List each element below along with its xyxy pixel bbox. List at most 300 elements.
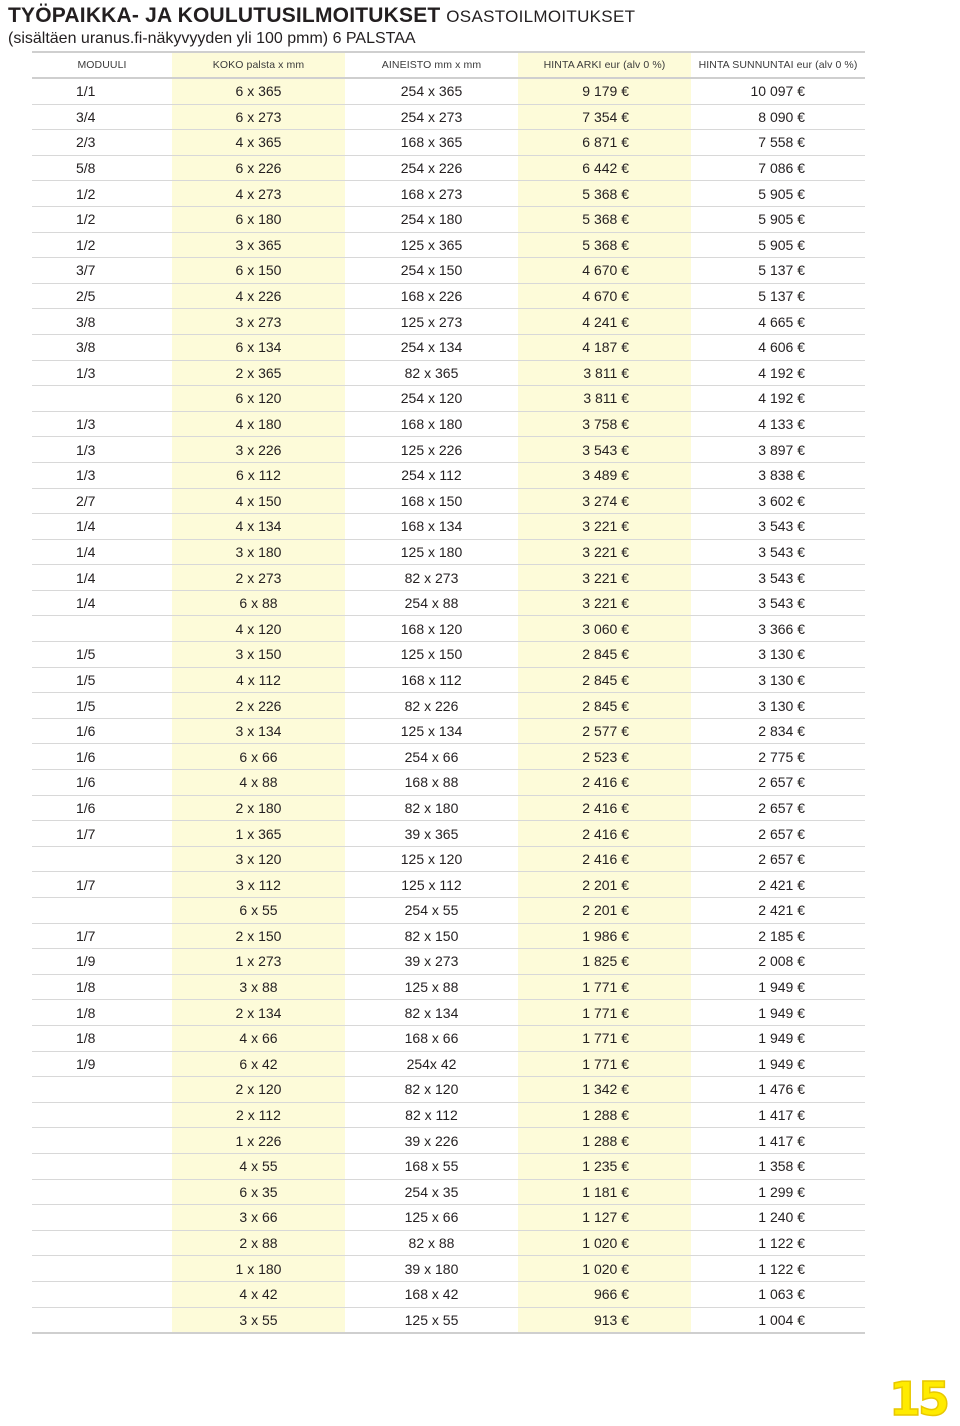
cell-hinta-sunnuntai: 1 122 € <box>691 1230 865 1256</box>
cell-koko: 3 x 150 <box>172 642 345 668</box>
cell-hinta-arki: 5 368 € <box>518 232 691 258</box>
column-header-aineisto: AINEISTO mm x mm <box>345 52 518 78</box>
cell-hinta-sunnuntai: 3 130 € <box>691 667 865 693</box>
table-row <box>32 514 865 540</box>
cell-moduuli <box>32 616 172 642</box>
cell-aineisto: 125 x 150 <box>345 642 518 668</box>
cell-hinta-arki: 1 288 € <box>518 1128 691 1154</box>
cell-moduuli: 1/3 <box>32 411 172 437</box>
cell-hinta-arki: 913 € <box>518 1307 691 1333</box>
cell-aineisto: 168 x 150 <box>345 488 518 514</box>
cell-koko: 6 x 88 <box>172 590 345 616</box>
cell-hinta-arki: 5 368 € <box>518 206 691 232</box>
cell-moduuli: 3/7 <box>32 258 172 284</box>
cell-hinta-arki: 3 274 € <box>518 488 691 514</box>
cell-hinta-arki: 3 221 € <box>518 514 691 540</box>
cell-koko: 6 x 226 <box>172 155 345 181</box>
cell-aineisto: 254 x 273 <box>345 104 518 130</box>
cell-koko: 6 x 134 <box>172 334 345 360</box>
table-row <box>32 232 865 258</box>
cell-koko: 4 x 365 <box>172 130 345 156</box>
cell-aineisto: 125 x 273 <box>345 309 518 335</box>
cell-koko: 1 x 226 <box>172 1128 345 1154</box>
cell-hinta-arki: 2 577 € <box>518 718 691 744</box>
cell-hinta-sunnuntai: 5 905 € <box>691 206 865 232</box>
cell-koko: 2 x 226 <box>172 693 345 719</box>
cell-moduuli: 2/7 <box>32 488 172 514</box>
cell-koko: 6 x 42 <box>172 1051 345 1077</box>
cell-hinta-arki: 6 442 € <box>518 155 691 181</box>
cell-hinta-arki: 1 235 € <box>518 1153 691 1179</box>
cell-hinta-sunnuntai: 3 543 € <box>691 539 865 565</box>
table-row <box>32 1051 865 1077</box>
cell-aineisto: 168 x 112 <box>345 667 518 693</box>
table-row <box>32 360 865 386</box>
cell-moduuli: 1/4 <box>32 514 172 540</box>
price-table <box>32 51 865 1334</box>
cell-aineisto: 82 x 273 <box>345 565 518 591</box>
cell-hinta-sunnuntai: 2 185 € <box>691 923 865 949</box>
table-row <box>32 693 865 719</box>
cell-hinta-arki: 4 670 € <box>518 258 691 284</box>
cell-hinta-sunnuntai: 1 949 € <box>691 1025 865 1051</box>
cell-koko: 4 x 180 <box>172 411 345 437</box>
cell-koko: 4 x 55 <box>172 1153 345 1179</box>
table-row <box>32 846 865 872</box>
cell-moduuli: 1/4 <box>32 539 172 565</box>
cell-koko: 3 x 112 <box>172 872 345 898</box>
table-row <box>32 898 865 924</box>
cell-aineisto: 254 x 55 <box>345 898 518 924</box>
cell-hinta-sunnuntai: 5 137 € <box>691 283 865 309</box>
cell-hinta-sunnuntai: 3 543 € <box>691 514 865 540</box>
cell-aineisto: 125 x 134 <box>345 718 518 744</box>
cell-aineisto: 168 x 55 <box>345 1153 518 1179</box>
cell-hinta-sunnuntai: 1 949 € <box>691 1051 865 1077</box>
cell-aineisto: 125 x 88 <box>345 974 518 1000</box>
cell-hinta-arki: 4 241 € <box>518 309 691 335</box>
table-row <box>32 437 865 463</box>
cell-koko: 6 x 35 <box>172 1179 345 1205</box>
cell-hinta-arki: 3 060 € <box>518 616 691 642</box>
cell-hinta-arki: 2 416 € <box>518 770 691 796</box>
cell-koko: 2 x 180 <box>172 795 345 821</box>
cell-koko: 1 x 180 <box>172 1256 345 1282</box>
table-row <box>32 181 865 207</box>
cell-moduuli: 1/4 <box>32 590 172 616</box>
cell-hinta-sunnuntai: 2 657 € <box>691 795 865 821</box>
table-row <box>32 949 865 975</box>
cell-hinta-arki: 1 342 € <box>518 1077 691 1103</box>
cell-aineisto: 168 x 66 <box>345 1025 518 1051</box>
cell-aineisto: 82 x 112 <box>345 1102 518 1128</box>
column-header-koko: KOKO palsta x mm <box>172 52 345 78</box>
cell-koko: 3 x 120 <box>172 846 345 872</box>
cell-hinta-sunnuntai: 2 421 € <box>691 898 865 924</box>
cell-aineisto: 168 x 180 <box>345 411 518 437</box>
cell-hinta-sunnuntai: 3 366 € <box>691 616 865 642</box>
cell-koko: 4 x 120 <box>172 616 345 642</box>
cell-hinta-sunnuntai: 1 949 € <box>691 1000 865 1026</box>
cell-aineisto: 82 x 150 <box>345 923 518 949</box>
page-title-suffix: OSASTOILMOITUKSET <box>446 7 636 26</box>
cell-hinta-arki: 1 771 € <box>518 974 691 1000</box>
cell-hinta-arki: 5 368 € <box>518 181 691 207</box>
page-title: TYÖPAIKKA- JA KOULUTUSILMOITUKSET <box>8 4 441 27</box>
cell-moduuli <box>32 1205 172 1231</box>
cell-hinta-sunnuntai: 2 775 € <box>691 744 865 770</box>
cell-hinta-sunnuntai: 4 606 € <box>691 334 865 360</box>
cell-koko: 4 x 42 <box>172 1281 345 1307</box>
cell-aineisto: 82 x 365 <box>345 360 518 386</box>
cell-moduuli <box>32 1128 172 1154</box>
cell-koko: 4 x 66 <box>172 1025 345 1051</box>
cell-moduuli: 1/6 <box>32 795 172 821</box>
cell-hinta-sunnuntai: 1 417 € <box>691 1102 865 1128</box>
cell-moduuli: 1/7 <box>32 872 172 898</box>
cell-hinta-arki: 3 221 € <box>518 539 691 565</box>
cell-koko: 4 x 226 <box>172 283 345 309</box>
cell-hinta-arki: 3 489 € <box>518 462 691 488</box>
cell-hinta-arki: 1 181 € <box>518 1179 691 1205</box>
cell-hinta-arki: 1 825 € <box>518 949 691 975</box>
price-table-header <box>32 52 865 78</box>
table-row <box>32 309 865 335</box>
cell-aineisto: 125 x 180 <box>345 539 518 565</box>
cell-aineisto: 168 x 226 <box>345 283 518 309</box>
table-row <box>32 1025 865 1051</box>
cell-hinta-arki: 2 523 € <box>518 744 691 770</box>
cell-hinta-sunnuntai: 4 665 € <box>691 309 865 335</box>
cell-hinta-arki: 2 845 € <box>518 667 691 693</box>
cell-koko: 4 x 150 <box>172 488 345 514</box>
cell-hinta-sunnuntai: 4 133 € <box>691 411 865 437</box>
cell-aineisto: 168 x 134 <box>345 514 518 540</box>
page-number: 15 <box>888 1372 947 1426</box>
cell-hinta-sunnuntai: 1 240 € <box>691 1205 865 1231</box>
cell-hinta-sunnuntai: 3 838 € <box>691 462 865 488</box>
cell-moduuli: 3/8 <box>32 309 172 335</box>
cell-moduuli: 1/8 <box>32 1025 172 1051</box>
table-row <box>32 1179 865 1205</box>
column-header-hinta-arki: HINTA ARKI eur (alv 0 %) <box>518 52 691 78</box>
cell-aineisto: 168 x 88 <box>345 770 518 796</box>
table-row <box>32 488 865 514</box>
table-row <box>32 1281 865 1307</box>
cell-koko: 6 x 150 <box>172 258 345 284</box>
table-row <box>32 872 865 898</box>
table-row <box>32 590 865 616</box>
cell-koko: 1 x 273 <box>172 949 345 975</box>
cell-koko: 3 x 180 <box>172 539 345 565</box>
cell-hinta-sunnuntai: 3 543 € <box>691 590 865 616</box>
table-row <box>32 1153 865 1179</box>
cell-koko: 3 x 66 <box>172 1205 345 1231</box>
cell-hinta-sunnuntai: 3 130 € <box>691 693 865 719</box>
cell-moduuli: 1/3 <box>32 437 172 463</box>
cell-aineisto: 254 x 365 <box>345 78 518 104</box>
cell-koko: 6 x 180 <box>172 206 345 232</box>
cell-hinta-sunnuntai: 2 657 € <box>691 846 865 872</box>
table-row <box>32 78 865 104</box>
cell-hinta-arki: 7 354 € <box>518 104 691 130</box>
cell-hinta-arki: 4 187 € <box>518 334 691 360</box>
column-header-hinta-sunnuntai: HINTA SUNNUNTAI eur (alv 0 %) <box>691 52 865 78</box>
cell-aineisto: 254 x 66 <box>345 744 518 770</box>
cell-koko: 6 x 66 <box>172 744 345 770</box>
cell-koko: 6 x 120 <box>172 386 345 412</box>
cell-moduuli: 1/6 <box>32 718 172 744</box>
table-row <box>32 923 865 949</box>
cell-moduuli: 1/3 <box>32 360 172 386</box>
cell-koko: 6 x 273 <box>172 104 345 130</box>
cell-hinta-sunnuntai: 1 476 € <box>691 1077 865 1103</box>
cell-koko: 2 x 134 <box>172 1000 345 1026</box>
cell-hinta-sunnuntai: 1 949 € <box>691 974 865 1000</box>
cell-aineisto: 82 x 226 <box>345 693 518 719</box>
cell-koko: 2 x 273 <box>172 565 345 591</box>
table-row <box>32 386 865 412</box>
cell-aineisto: 254x 42 <box>345 1051 518 1077</box>
cell-koko: 1 x 365 <box>172 821 345 847</box>
table-row <box>32 283 865 309</box>
table-row <box>32 744 865 770</box>
cell-koko: 2 x 88 <box>172 1230 345 1256</box>
cell-moduuli: 1/7 <box>32 923 172 949</box>
table-row <box>32 104 865 130</box>
cell-koko: 3 x 88 <box>172 974 345 1000</box>
cell-moduuli: 1/1 <box>32 78 172 104</box>
page-header <box>8 4 948 49</box>
cell-hinta-arki: 3 758 € <box>518 411 691 437</box>
cell-aineisto: 254 x 150 <box>345 258 518 284</box>
cell-hinta-arki: 3 221 € <box>518 590 691 616</box>
page-title-line <box>8 4 948 29</box>
table-row <box>32 1230 865 1256</box>
cell-koko: 2 x 365 <box>172 360 345 386</box>
cell-hinta-sunnuntai: 1 299 € <box>691 1179 865 1205</box>
cell-moduuli <box>32 898 172 924</box>
cell-moduuli <box>32 846 172 872</box>
cell-moduuli: 1/8 <box>32 1000 172 1026</box>
price-table-body <box>32 78 865 1333</box>
table-row <box>32 1077 865 1103</box>
cell-moduuli: 1/9 <box>32 949 172 975</box>
cell-aineisto: 125 x 66 <box>345 1205 518 1231</box>
cell-aineisto: 82 x 134 <box>345 1000 518 1026</box>
table-row <box>32 770 865 796</box>
cell-hinta-arki: 2 416 € <box>518 821 691 847</box>
cell-moduuli <box>32 1102 172 1128</box>
cell-hinta-sunnuntai: 2 834 € <box>691 718 865 744</box>
cell-aineisto: 39 x 226 <box>345 1128 518 1154</box>
cell-koko: 3 x 273 <box>172 309 345 335</box>
cell-hinta-arki: 1 020 € <box>518 1230 691 1256</box>
cell-hinta-arki: 2 201 € <box>518 872 691 898</box>
cell-aineisto: 125 x 55 <box>345 1307 518 1333</box>
cell-aineisto: 168 x 365 <box>345 130 518 156</box>
cell-moduuli: 2/3 <box>32 130 172 156</box>
cell-hinta-arki: 1 771 € <box>518 1051 691 1077</box>
cell-koko: 6 x 365 <box>172 78 345 104</box>
cell-moduuli: 1/5 <box>32 667 172 693</box>
cell-aineisto: 39 x 365 <box>345 821 518 847</box>
cell-koko: 3 x 55 <box>172 1307 345 1333</box>
cell-koko: 6 x 112 <box>172 462 345 488</box>
cell-moduuli: 1/7 <box>32 821 172 847</box>
cell-aineisto: 39 x 273 <box>345 949 518 975</box>
table-row <box>32 795 865 821</box>
cell-hinta-sunnuntai: 2 008 € <box>691 949 865 975</box>
cell-moduuli: 1/2 <box>32 181 172 207</box>
cell-hinta-sunnuntai: 5 905 € <box>691 232 865 258</box>
cell-hinta-arki: 1 288 € <box>518 1102 691 1128</box>
cell-aineisto: 254 x 35 <box>345 1179 518 1205</box>
table-row <box>32 539 865 565</box>
table-row <box>32 616 865 642</box>
cell-hinta-sunnuntai: 5 137 € <box>691 258 865 284</box>
table-row <box>32 258 865 284</box>
table-row <box>32 1205 865 1231</box>
cell-hinta-arki: 966 € <box>518 1281 691 1307</box>
cell-moduuli <box>32 1153 172 1179</box>
cell-moduuli: 1/6 <box>32 744 172 770</box>
cell-moduuli: 3/4 <box>32 104 172 130</box>
cell-moduuli <box>32 386 172 412</box>
table-row <box>32 667 865 693</box>
cell-moduuli: 1/2 <box>32 206 172 232</box>
cell-hinta-sunnuntai: 1 004 € <box>691 1307 865 1333</box>
cell-hinta-arki: 9 179 € <box>518 78 691 104</box>
cell-aineisto: 82 x 180 <box>345 795 518 821</box>
column-header-moduuli: MODUULI <box>32 52 172 78</box>
cell-aineisto: 39 x 180 <box>345 1256 518 1282</box>
cell-koko: 3 x 226 <box>172 437 345 463</box>
cell-hinta-arki: 6 871 € <box>518 130 691 156</box>
cell-koko: 4 x 134 <box>172 514 345 540</box>
cell-moduuli <box>32 1179 172 1205</box>
cell-hinta-arki: 3 543 € <box>518 437 691 463</box>
cell-hinta-arki: 3 811 € <box>518 360 691 386</box>
cell-hinta-sunnuntai: 3 897 € <box>691 437 865 463</box>
cell-hinta-sunnuntai: 7 086 € <box>691 155 865 181</box>
cell-hinta-sunnuntai: 1 122 € <box>691 1256 865 1282</box>
cell-moduuli: 1/3 <box>32 462 172 488</box>
cell-moduuli: 1/5 <box>32 642 172 668</box>
cell-aineisto: 254 x 226 <box>345 155 518 181</box>
table-row <box>32 974 865 1000</box>
table-row <box>32 462 865 488</box>
cell-hinta-arki: 3 811 € <box>518 386 691 412</box>
cell-hinta-sunnuntai: 2 657 € <box>691 821 865 847</box>
cell-hinta-arki: 3 221 € <box>518 565 691 591</box>
table-row <box>32 1256 865 1282</box>
table-row <box>32 130 865 156</box>
cell-aineisto: 254 x 88 <box>345 590 518 616</box>
cell-aineisto: 254 x 120 <box>345 386 518 412</box>
cell-aineisto: 254 x 134 <box>345 334 518 360</box>
table-row <box>32 718 865 744</box>
cell-aineisto: 125 x 365 <box>345 232 518 258</box>
cell-hinta-arki: 1 771 € <box>518 1000 691 1026</box>
cell-aineisto: 125 x 226 <box>345 437 518 463</box>
cell-hinta-sunnuntai: 2 657 € <box>691 770 865 796</box>
cell-koko: 3 x 365 <box>172 232 345 258</box>
table-row <box>32 1307 865 1333</box>
cell-koko: 4 x 273 <box>172 181 345 207</box>
table-row <box>32 642 865 668</box>
cell-aineisto: 254 x 112 <box>345 462 518 488</box>
cell-hinta-sunnuntai: 3 130 € <box>691 642 865 668</box>
table-row <box>32 565 865 591</box>
cell-moduuli: 5/8 <box>32 155 172 181</box>
cell-hinta-arki: 1 020 € <box>518 1256 691 1282</box>
table-row <box>32 155 865 181</box>
cell-moduuli <box>32 1256 172 1282</box>
cell-koko: 2 x 112 <box>172 1102 345 1128</box>
cell-hinta-sunnuntai: 10 097 € <box>691 78 865 104</box>
cell-aineisto: 125 x 120 <box>345 846 518 872</box>
cell-hinta-sunnuntai: 2 421 € <box>691 872 865 898</box>
cell-hinta-arki: 2 845 € <box>518 642 691 668</box>
cell-hinta-sunnuntai: 4 192 € <box>691 360 865 386</box>
cell-koko: 2 x 120 <box>172 1077 345 1103</box>
cell-hinta-sunnuntai: 3 543 € <box>691 565 865 591</box>
cell-koko: 2 x 150 <box>172 923 345 949</box>
cell-aineisto: 168 x 42 <box>345 1281 518 1307</box>
cell-hinta-sunnuntai: 1 063 € <box>691 1281 865 1307</box>
cell-moduuli: 3/8 <box>32 334 172 360</box>
table-row <box>32 1102 865 1128</box>
table-row <box>32 1128 865 1154</box>
cell-hinta-sunnuntai: 3 602 € <box>691 488 865 514</box>
cell-aineisto: 254 x 180 <box>345 206 518 232</box>
page-subtitle: (sisältäen uranus.fi-näkyvyyden yli 100 pmm) 6 PALSTAA <box>8 30 416 47</box>
cell-moduuli <box>32 1307 172 1333</box>
cell-aineisto: 82 x 88 <box>345 1230 518 1256</box>
cell-aineisto: 125 x 112 <box>345 872 518 898</box>
cell-hinta-sunnuntai: 4 192 € <box>691 386 865 412</box>
cell-moduuli <box>32 1281 172 1307</box>
table-row <box>32 334 865 360</box>
cell-moduuli: 1/9 <box>32 1051 172 1077</box>
table-row <box>32 411 865 437</box>
table-row <box>32 821 865 847</box>
cell-hinta-arki: 2 416 € <box>518 795 691 821</box>
cell-moduuli: 1/2 <box>32 232 172 258</box>
cell-aineisto: 168 x 120 <box>345 616 518 642</box>
cell-hinta-sunnuntai: 1 358 € <box>691 1153 865 1179</box>
cell-koko: 3 x 134 <box>172 718 345 744</box>
cell-moduuli: 1/5 <box>32 693 172 719</box>
cell-hinta-sunnuntai: 1 417 € <box>691 1128 865 1154</box>
table-row <box>32 1000 865 1026</box>
cell-koko: 4 x 112 <box>172 667 345 693</box>
cell-aineisto: 82 x 120 <box>345 1077 518 1103</box>
cell-koko: 4 x 88 <box>172 770 345 796</box>
cell-moduuli: 2/5 <box>32 283 172 309</box>
cell-aineisto: 168 x 273 <box>345 181 518 207</box>
cell-moduuli <box>32 1077 172 1103</box>
cell-hinta-arki: 1 771 € <box>518 1025 691 1051</box>
cell-moduuli <box>32 1230 172 1256</box>
cell-hinta-arki: 2 201 € <box>518 898 691 924</box>
cell-hinta-arki: 4 670 € <box>518 283 691 309</box>
header-row <box>32 52 865 78</box>
cell-hinta-sunnuntai: 8 090 € <box>691 104 865 130</box>
cell-moduuli: 1/6 <box>32 770 172 796</box>
cell-koko: 6 x 55 <box>172 898 345 924</box>
